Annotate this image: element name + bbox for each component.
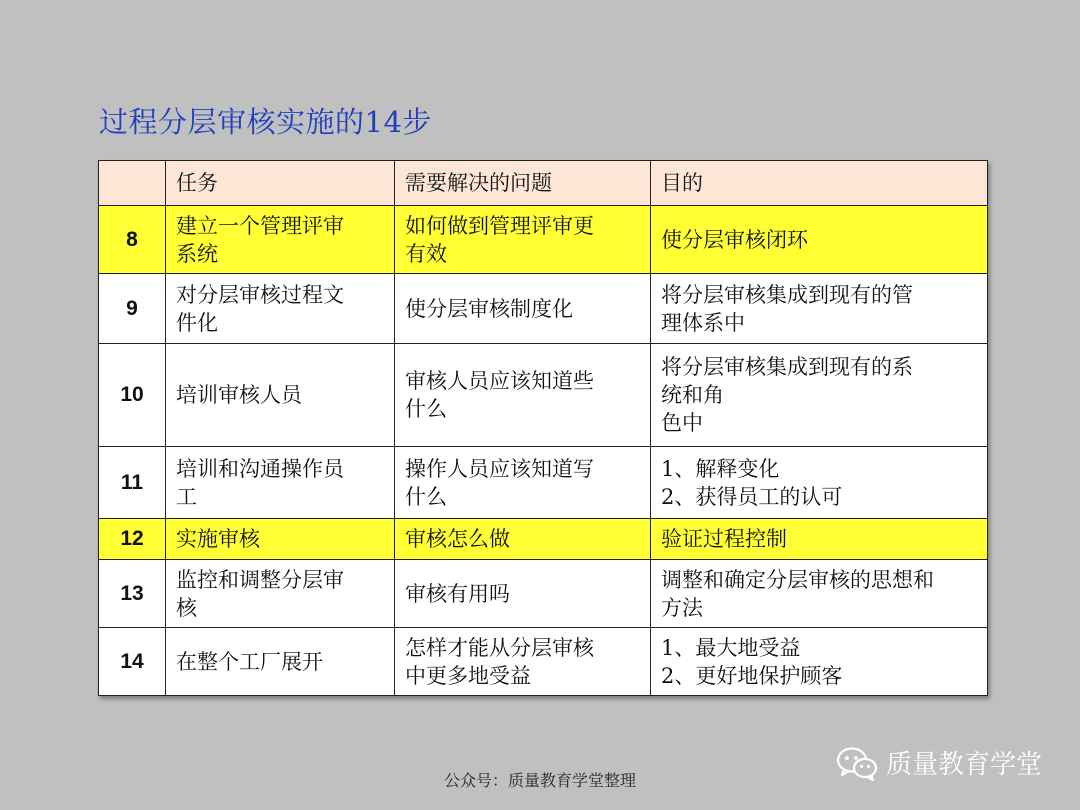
table-row — [99, 206, 988, 274]
task-cell-line: 监控和调整分层审 — [176, 567, 344, 592]
task-cell-line: 系统 — [176, 241, 218, 266]
header-task: 任务 — [166, 161, 395, 206]
table-row — [99, 519, 988, 560]
table-row — [99, 344, 988, 447]
question-cell — [395, 560, 651, 628]
step-number: 13 — [99, 560, 166, 628]
question-cell — [395, 206, 651, 274]
task-cell — [166, 628, 395, 696]
task-cell — [166, 519, 395, 560]
question-cell — [395, 519, 651, 560]
step-number: 10 — [99, 344, 166, 447]
question-cell-line: 中更多地受益 — [405, 663, 531, 688]
question-cell-line: 使分层审核制度化 — [405, 296, 573, 321]
question-cell — [395, 447, 651, 519]
step-number: 12 — [99, 519, 166, 560]
purpose-cell-line: 将分层审核集成到现有的系 — [661, 355, 913, 379]
purpose-cell-line: 1、解释变化 — [661, 456, 780, 481]
table-row — [99, 274, 988, 344]
question-cell-line: 审核人员应该知道些 — [405, 369, 594, 393]
purpose-cell-line: 将分层审核集成到现有的管 — [661, 282, 913, 307]
watermark-text: 质量教育学堂 — [886, 750, 1043, 780]
purpose-cell-line: 调整和确定分层审核的思想和 — [661, 567, 934, 592]
header-purpose: 目的 — [651, 161, 988, 206]
purpose-cell — [651, 628, 988, 696]
step-number: 14 — [99, 628, 166, 696]
table-row — [99, 628, 988, 696]
footer-text: 公众号：质量教育学堂整理 — [443, 771, 636, 790]
task-cell-line: 在整个工厂展开 — [176, 649, 323, 674]
table-row — [99, 447, 988, 519]
header-question: 需要解决的问题 — [395, 161, 651, 206]
question-cell-line: 操作人员应该知道写 — [405, 456, 594, 481]
purpose-cell-line: 理体系中 — [661, 310, 745, 335]
purpose-cell — [651, 519, 988, 560]
slide-title: 过程分层审核实施的14步 — [99, 105, 432, 139]
question-cell — [395, 628, 651, 696]
task-cell-line: 培训审核人员 — [176, 383, 302, 407]
question-cell — [395, 344, 651, 447]
step-number: 8 — [99, 206, 166, 274]
purpose-cell — [651, 447, 988, 519]
purpose-cell-line: 使分层审核闭环 — [661, 227, 808, 252]
task-cell-line: 对分层审核过程文 — [176, 282, 344, 307]
purpose-cell-line: 验证过程控制 — [661, 527, 787, 551]
task-cell-line: 建立一个管理评审 — [176, 213, 344, 238]
task-cell-line: 件化 — [176, 310, 218, 335]
task-cell — [166, 560, 395, 628]
question-cell-line: 怎样才能从分层审核 — [405, 635, 594, 660]
task-cell-line: 工 — [176, 484, 197, 509]
question-cell — [395, 274, 651, 344]
question-cell-line: 什么 — [405, 397, 447, 421]
task-cell-line: 实施审核 — [176, 527, 260, 551]
purpose-cell-line: 色中 — [661, 411, 703, 435]
purpose-cell-line: 1、最大地受益 — [661, 635, 801, 660]
table-row — [99, 560, 988, 628]
purpose-cell-line: 2、更好地保护顾客 — [661, 663, 843, 688]
question-cell-line: 审核怎么做 — [405, 527, 510, 551]
step-number: 9 — [99, 274, 166, 344]
task-cell — [166, 274, 395, 344]
task-cell — [166, 447, 395, 519]
steps-table — [98, 160, 988, 696]
step-number: 11 — [99, 447, 166, 519]
table-header-row — [99, 161, 988, 206]
task-cell — [166, 344, 395, 447]
purpose-cell — [651, 560, 988, 628]
task-cell-line: 培训和沟通操作员 — [176, 456, 344, 481]
purpose-cell-line: 统和角 — [661, 383, 724, 407]
purpose-cell — [651, 344, 988, 447]
task-cell — [166, 206, 395, 274]
task-cell-line: 核 — [176, 595, 197, 620]
question-cell-line: 有效 — [405, 241, 447, 266]
question-cell-line: 如何做到管理评审更 — [405, 213, 594, 238]
question-cell-line: 什么 — [405, 484, 447, 509]
question-cell-line: 审核有用吗 — [405, 581, 510, 606]
purpose-cell-line: 2、获得员工的认可 — [661, 484, 843, 509]
header-num — [99, 161, 166, 206]
purpose-cell — [651, 274, 988, 344]
purpose-cell-line: 方法 — [661, 595, 703, 620]
purpose-cell — [651, 206, 988, 274]
